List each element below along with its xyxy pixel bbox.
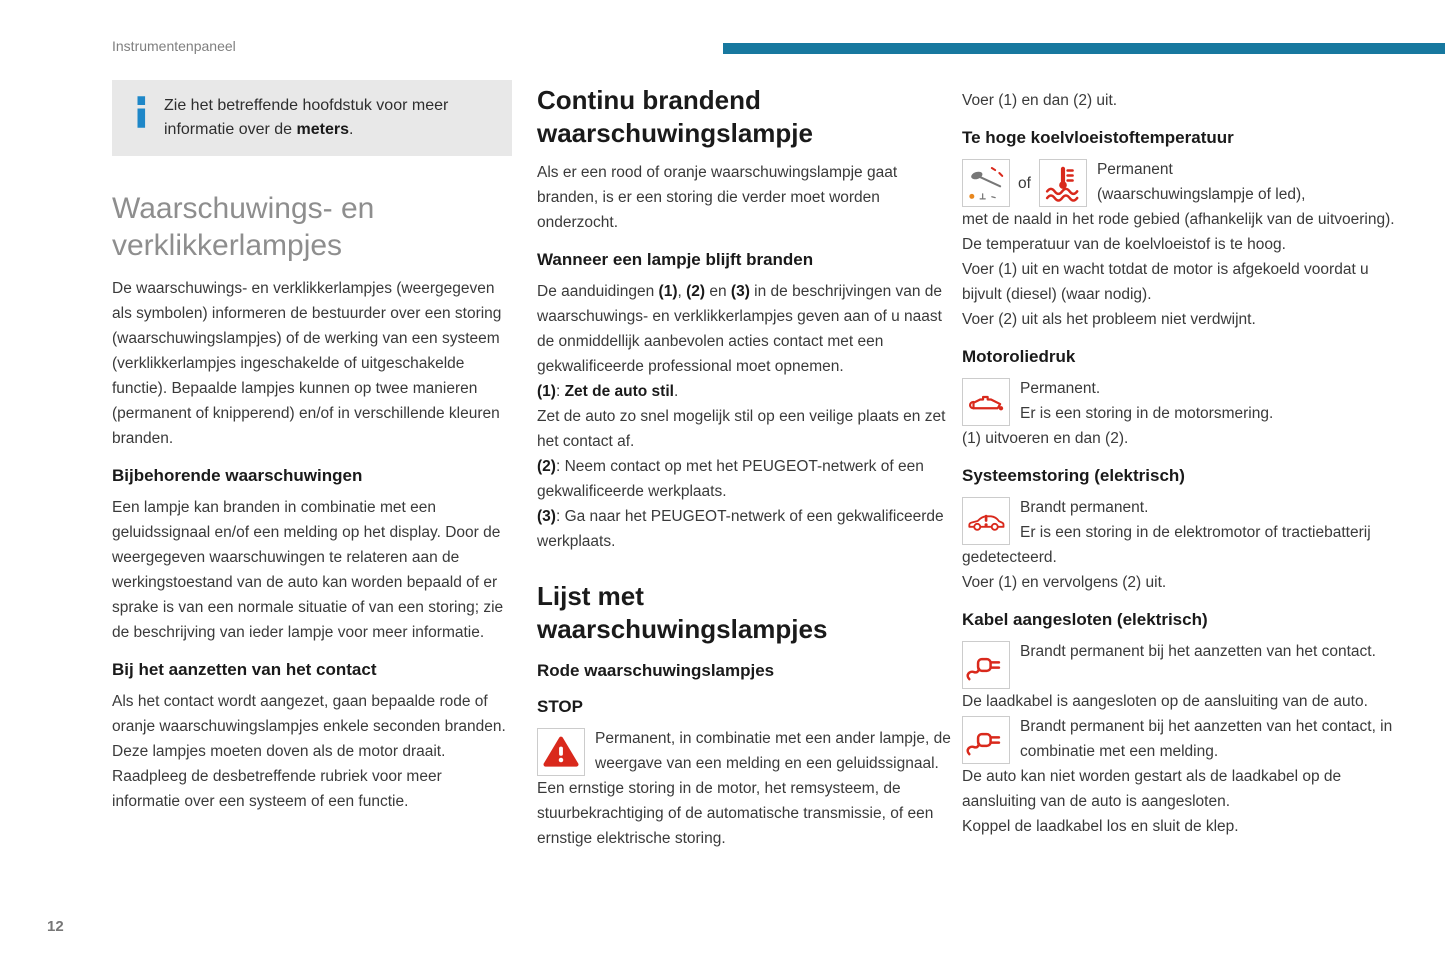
paragraph: Voer (1) en dan (2) uit.: [962, 92, 1118, 109]
lamp-entry-oil: [962, 376, 1395, 451]
lamp-entry-coolant: [962, 157, 1395, 332]
lamp-entry-stop: [537, 726, 951, 851]
lamp-heading: Te hoge koelvloeistoftemperatuur: [962, 128, 1234, 147]
coolant-temperature-icon: [1039, 159, 1087, 207]
info-box: [112, 80, 512, 156]
lamp-text: Permanent, in combinatie met een ander lampje, de weergave van een melding en een geluidssignaal.: [595, 730, 951, 772]
lamp-text: Brandt permanent bij het aanzetten van het contact, in combinatie met een melding.: [1020, 718, 1393, 760]
lamp-heading: STOP: [537, 697, 583, 716]
lamp-text: Voer (1) en vervolgens (2) uit.: [962, 574, 1167, 591]
oil-pressure-icon: [962, 378, 1010, 426]
lamp-text: Voer (2) uit als het probleem niet verdwijnt.: [962, 311, 1256, 328]
lamp-text: De temperatuur van de koelvloeistof is te hoog.: [962, 236, 1286, 253]
lamp-text: Permanent: [1096, 161, 1173, 178]
lamp-heading: Kabel aangesloten (elektrisch): [962, 610, 1208, 629]
accent-bar: [723, 43, 1445, 54]
lamp-entry-system: [962, 495, 1395, 595]
paragraph: De waarschuwings- en verklikkerlampjes (weergegeven als symbolen) informeren de bestuurder over een storing (waarschuwingslampjes) of de werking van een systeem (verklikkerlampjes ingeschakelde of uitgeschakelde functie). Bepaalde lampjes kunnen op twee manieren (permanent of knipperend) en/of in verschillende kleuren branden.: [112, 280, 502, 447]
section-label: Instrumentenpaneel: [112, 38, 236, 54]
paragraph: Raadpleeg de desbetreffende rubriek voor meer informatie over een systeem of een functie.: [112, 768, 442, 810]
lamp-text: (1) uitvoeren en dan (2).: [962, 430, 1129, 447]
action-line: (1): Zet de auto stil.: [537, 383, 679, 400]
lamp-entry-cable-1: [962, 639, 1395, 714]
electric-system-fault-icon: [962, 497, 1010, 545]
warning-triangle-icon: [537, 728, 585, 776]
lamp-text: Een ernstige storing in de motor, het remsysteem, de stuurbekrachtiging of de automatische transmissie, of een ernstige elektrische storing.: [537, 780, 934, 847]
middle-column: [537, 84, 951, 851]
action-line: (2): Neem contact op met het PEUGEOT-netwerk of een gekwalificeerde werkplaats.: [537, 458, 924, 500]
paragraph: Een lampje kan branden in combinatie met een geluidssignaal en/of een melding op het display. Door de weergegeven waarschuwingen te relateren aan de werkingstoestand van de auto kan worden bepaald of er sprake is van een normale situatie of van een storing; zie de beschrijving van ieder lampje voor meer informatie.: [112, 499, 504, 641]
charging-cable-icon: [962, 716, 1010, 764]
paragraph: Als er een rood of oranje waarschuwingslampje gaat branden, is er een storing die verder moet worden onderzocht.: [537, 164, 898, 231]
lamp-text: Er is een storing in de elektromotor of tractiebatterij gedetecteerd.: [962, 524, 1371, 566]
lamp-text: met de naald in het rode gebied (afhankelijk van de uitvoering).: [962, 211, 1395, 228]
action-line: (3): Ga naar het PEUGEOT-netwerk of een gekwalificeerde werkplaats.: [537, 508, 944, 550]
lamp-text: Voer (1) uit en wacht totdat de motor is afgekoeld voordat u bijvult (diesel) (waar nodig).: [962, 261, 1369, 303]
right-column: [962, 88, 1395, 839]
subheading: Bijbehorende waarschuwingen: [112, 466, 363, 485]
charging-cable-icon: [962, 641, 1010, 689]
lamp-heading: Systeemstoring (elektrisch): [962, 466, 1185, 485]
lamp-entry-cable-2: [962, 714, 1395, 839]
paragraph: Als het contact wordt aangezet, gaan bepaalde rode of oranje waarschuwingslampjes enkele seconden branden. Deze lampjes moeten doven als de motor draait.: [112, 693, 506, 760]
action-detail: Zet de auto zo snel mogelijk stil op een veilige plaats en zet het contact af.: [537, 408, 946, 450]
section-title: Lijst met waarschuwingslampjes: [537, 581, 828, 644]
lamp-text: Koppel de laadkabel los en sluit de klep.: [962, 818, 1239, 835]
lamp-text: Permanent.: [1020, 380, 1101, 397]
lamp-text: De laadkabel is aangesloten op de aansluiting van de auto.: [962, 693, 1368, 710]
section-title: Continu brandend waarschuwingslampje: [537, 85, 813, 148]
lamp-text: De auto kan niet worden gestart als de laadkabel op de aansluiting van de auto is aangesloten.: [962, 768, 1342, 810]
lamp-text: Er is een storing in de motorsmering.: [1020, 405, 1274, 422]
lamp-heading: Motoroliedruk: [962, 347, 1076, 366]
lamp-text: Brandt permanent.: [1020, 499, 1149, 516]
subheading: Bij het aanzetten van het contact: [112, 660, 377, 679]
page-title: Waarschuwings- en verklikkerlampjes: [112, 192, 375, 262]
left-column: [112, 80, 512, 814]
lamp-text: Brandt permanent bij het aanzetten van het contact.: [1020, 643, 1376, 660]
of-label: of: [1018, 174, 1031, 192]
subheading: Rode waarschuwingslampjes: [537, 661, 775, 680]
temperature-gauge-icon: [962, 159, 1010, 207]
lamp-text: (waarschuwingslampje of led),: [1096, 186, 1306, 203]
info-icon: [134, 96, 148, 136]
page-number: 12: [47, 918, 64, 935]
paragraph: De aanduidingen (1), (2) en (3) in de beschrijvingen van de waarschuwings- en verklikkerlampjes geven aan of u naast de onmiddellijk aanbevolen acties contact met een gekwalificeerde professional moet opnemen.: [537, 283, 943, 375]
info-box-text: Zie het betreffende hoofdstuk voor meer informatie over de meters.: [164, 97, 449, 138]
subheading: Wanneer een lampje blijft branden: [537, 250, 814, 269]
